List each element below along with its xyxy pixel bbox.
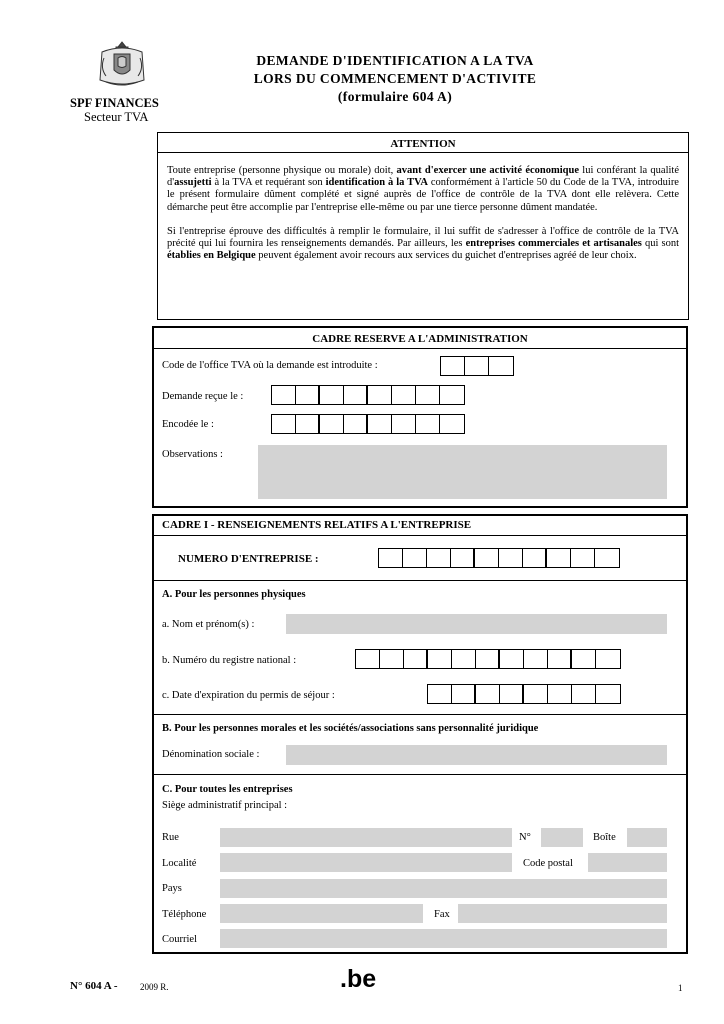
section-a-title: A. Pour les personnes physiques xyxy=(162,589,306,600)
encoded-date-label: Encodée le : xyxy=(162,419,214,430)
country-field[interactable] xyxy=(220,879,667,898)
cadre1-divider-4 xyxy=(152,774,688,775)
text-run: établies en Belgique xyxy=(167,250,256,262)
box-field[interactable] xyxy=(627,828,667,847)
cadre1-divider-3 xyxy=(152,714,688,715)
street-field[interactable] xyxy=(220,828,512,847)
fax-field[interactable] xyxy=(458,904,667,923)
dotbe-logo: .be xyxy=(340,965,377,993)
attention-box xyxy=(157,132,689,320)
cadre1-title: CADRE I - RENSEIGNEMENTS RELATIFS A L'ENTREPRISE xyxy=(162,519,472,531)
text-run: qui sont xyxy=(641,238,679,250)
form-revision: 2009 R. xyxy=(140,982,169,992)
attention-paragraph-2 xyxy=(167,226,679,263)
page-title xyxy=(215,52,575,106)
observations-label: Observations : xyxy=(162,449,223,460)
received-date-label: Demande reçue le : xyxy=(162,391,244,402)
observations-field[interactable] xyxy=(258,445,667,499)
admin-title: CADRE RESERVE A L'ADMINISTRATION xyxy=(312,333,528,345)
title-line-2: LORS DU COMMENCEMENT D'ACTIVITE xyxy=(253,71,537,86)
permit-expiry-field[interactable] xyxy=(427,684,621,704)
attention-title: ATTENTION xyxy=(390,138,456,150)
text-run: à la TVA et requérant son xyxy=(211,177,326,189)
cadre1-divider-1 xyxy=(152,535,688,536)
attention-text xyxy=(167,165,679,262)
sector-name: Secteur TVA xyxy=(84,110,149,124)
section-c-title: C. Pour toutes les entreprises xyxy=(162,784,293,795)
page-number: 1 xyxy=(678,983,683,993)
belgian-coat-of-arms-logo xyxy=(92,38,152,90)
admin-divider xyxy=(154,348,686,349)
number-label: N° xyxy=(519,832,531,843)
text-run: assujetti xyxy=(174,177,212,189)
text-run: peuvent également avoir recours aux services du guichet d'entreprises agréé de leur choix. xyxy=(255,250,637,262)
office-code-label: Code de l'office TVA où la demande est introduite : xyxy=(162,360,378,371)
enterprise-number-label: NUMERO D'ENTREPRISE : xyxy=(178,553,319,565)
enterprise-number-field[interactable] xyxy=(378,548,620,568)
encoded-date-field[interactable] xyxy=(271,414,465,434)
title-line-3: (formulaire 604 A) xyxy=(337,89,453,104)
phone-label: Téléphone xyxy=(162,909,207,920)
box-label: Boîte xyxy=(593,832,616,843)
text-run: identification à la TVA xyxy=(325,177,428,189)
text-run: Toute entreprise (personne physique ou morale) doit, xyxy=(167,165,397,176)
attention-divider xyxy=(158,152,688,153)
postal-code-field[interactable] xyxy=(588,853,667,872)
postal-code-label: Code postal xyxy=(523,858,573,869)
title-line-1: DEMANDE D'IDENTIFICATION A LA TVA xyxy=(256,53,534,68)
received-date-field[interactable] xyxy=(271,385,465,405)
name-label: a. Nom et prénom(s) : xyxy=(162,619,255,630)
email-label: Courriel xyxy=(162,934,197,945)
text-run: conformément à l'article 50 du Code de la TVA, introduire le présent formulaire dûment complété et signé auprès de l'office de contrôle de la TVA dont elle relèvera. Cette démarche peut être accomplie par l'entreprise elle-même ou par une tierce personne dûment mandatée. xyxy=(167,177,679,213)
permit-expiry-label: c. Date d'expiration du permis de séjour : xyxy=(162,690,335,701)
phone-field[interactable] xyxy=(220,904,423,923)
text-run: entreprises commerciales et artisanales xyxy=(465,238,642,250)
locality-field[interactable] xyxy=(220,853,512,872)
attention-paragraph-1 xyxy=(167,165,679,214)
country-label: Pays xyxy=(162,883,182,894)
street-label: Rue xyxy=(162,832,179,843)
national-register-field[interactable] xyxy=(355,649,621,669)
text-run: lui conférant la qualité d' xyxy=(167,165,679,189)
text-run: avant d'exercer une activité économique xyxy=(396,165,579,176)
form-number: N° 604 A - xyxy=(70,980,118,992)
national-register-label: b. Numéro du registre national : xyxy=(162,655,297,666)
section-b-title: B. Pour les personnes morales et les sociétés/associations sans personnalité juridique xyxy=(162,723,539,734)
denomination-label: Dénomination sociale : xyxy=(162,749,260,760)
siege-label: Siège administratif principal : xyxy=(162,800,288,811)
email-field[interactable] xyxy=(220,929,667,948)
ministry-name: SPF FINANCES xyxy=(70,96,159,110)
denomination-field[interactable] xyxy=(286,745,667,765)
office-code-field[interactable] xyxy=(440,356,514,376)
name-field[interactable] xyxy=(286,614,667,634)
cadre1-divider-2 xyxy=(152,580,688,581)
locality-label: Localité xyxy=(162,858,197,869)
text-run: Si l'entreprise éprouve des difficultés à remplir le formulaire, il lui suffit de s'adresser à l'office de contrôle de la TVA précité qui lui fournira les renseignements demandés. Par ailleurs, les xyxy=(167,225,679,250)
number-field[interactable] xyxy=(541,828,583,847)
fax-label: Fax xyxy=(434,909,450,920)
